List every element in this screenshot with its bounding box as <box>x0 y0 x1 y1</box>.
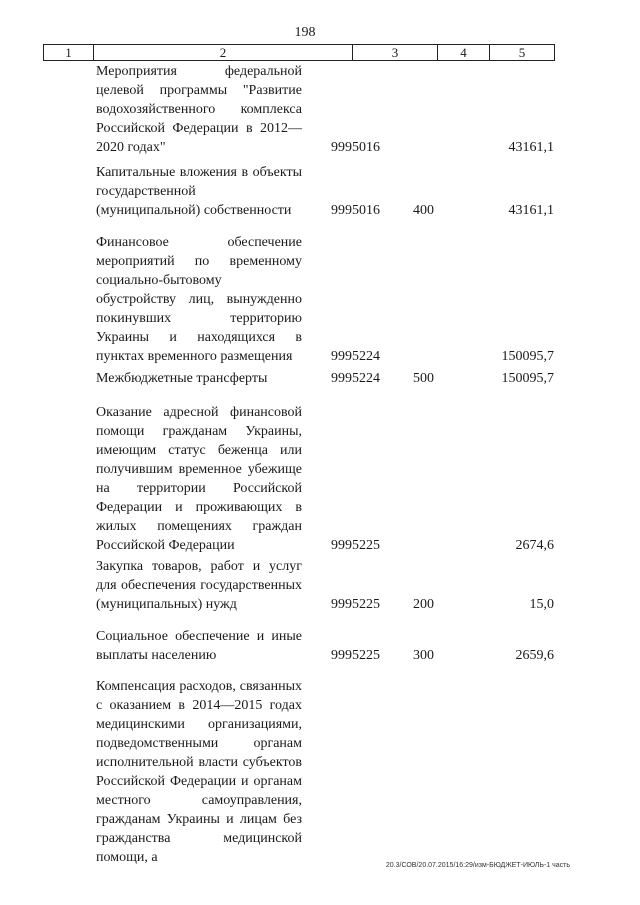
table-row <box>0 557 640 614</box>
header-col-1: 1 <box>44 45 94 60</box>
row-expense-type: 300 <box>413 648 434 663</box>
row-code: 9995016 <box>331 140 380 155</box>
row-amount: 15,0 <box>529 597 554 612</box>
row-code: 9995225 <box>331 648 380 663</box>
table-row <box>0 627 640 665</box>
row-amount: 150095,7 <box>501 349 554 364</box>
row-code: 9995225 <box>331 597 380 612</box>
row-amount: 43161,1 <box>508 203 554 218</box>
row-description: Оказание адресной финансовой помощи гражданам Украины, имеющим статус беженца или получившим временное убежище на территории Российской Федерации и проживающих в жилых помещениях граждан Российской Федерации <box>96 405 302 553</box>
row-description: Мероприятия федеральной целевой программы "Развитие водохозяйственного комплекса Российской Федерации в 2012—2020 годах" <box>96 64 302 155</box>
footer-document-id: 20.3/СОВ/20.07.2015/16:29/изм-БЮДЖЕТ-ИЮЛЬ-1 часть <box>385 862 570 869</box>
row-expense-type: 500 <box>413 371 434 386</box>
table-row <box>0 677 640 865</box>
row-description: Капитальные вложения в объекты государственной (муниципальной) собственности <box>96 165 302 218</box>
row-amount: 2659,6 <box>515 648 554 663</box>
header-col-2: 2 <box>94 45 353 60</box>
row-description: Финансовое обеспечение мероприятий по временному социально-бытовому обустройству лиц, вынужденно покинувших территорию Украины и находящихся в пунктах временного размещения <box>96 235 302 364</box>
table-row <box>0 163 640 220</box>
row-description: Межбюджетные трансферты <box>96 371 268 386</box>
row-code: 9995016 <box>331 203 380 218</box>
table-row <box>0 403 640 555</box>
row-expense-type: 400 <box>413 203 434 218</box>
row-code: 9995224 <box>331 371 380 386</box>
header-col-4: 4 <box>438 45 490 60</box>
row-description: Социальное обеспечение и иные выплаты населению <box>96 629 302 663</box>
header-col-3: 3 <box>353 45 438 60</box>
row-amount: 43161,1 <box>508 140 554 155</box>
row-code: 9995225 <box>331 538 380 553</box>
row-description: Компенсация расходов, связанных с оказанием в 2014—2015 годах медицинскими организациями, подведомственными органам исполнительной власти субъектов Российской Федерации и органам местного самоуправления, гражданам Украины и лицам без гражданства медицинской помощи, а <box>96 679 302 865</box>
page-number: 198 <box>294 25 316 40</box>
table-row <box>0 62 640 157</box>
table-header <box>43 44 555 61</box>
row-amount: 150095,7 <box>501 371 554 386</box>
row-amount: 2674,6 <box>515 538 554 553</box>
header-col-5: 5 <box>518 45 526 60</box>
row-code: 9995224 <box>331 349 380 364</box>
table-row <box>0 233 640 366</box>
row-description: Закупка товаров, работ и услуг для обеспечения государственных (муниципальных) нужд <box>96 559 302 612</box>
row-expense-type: 200 <box>413 597 434 612</box>
table-row <box>0 369 640 388</box>
